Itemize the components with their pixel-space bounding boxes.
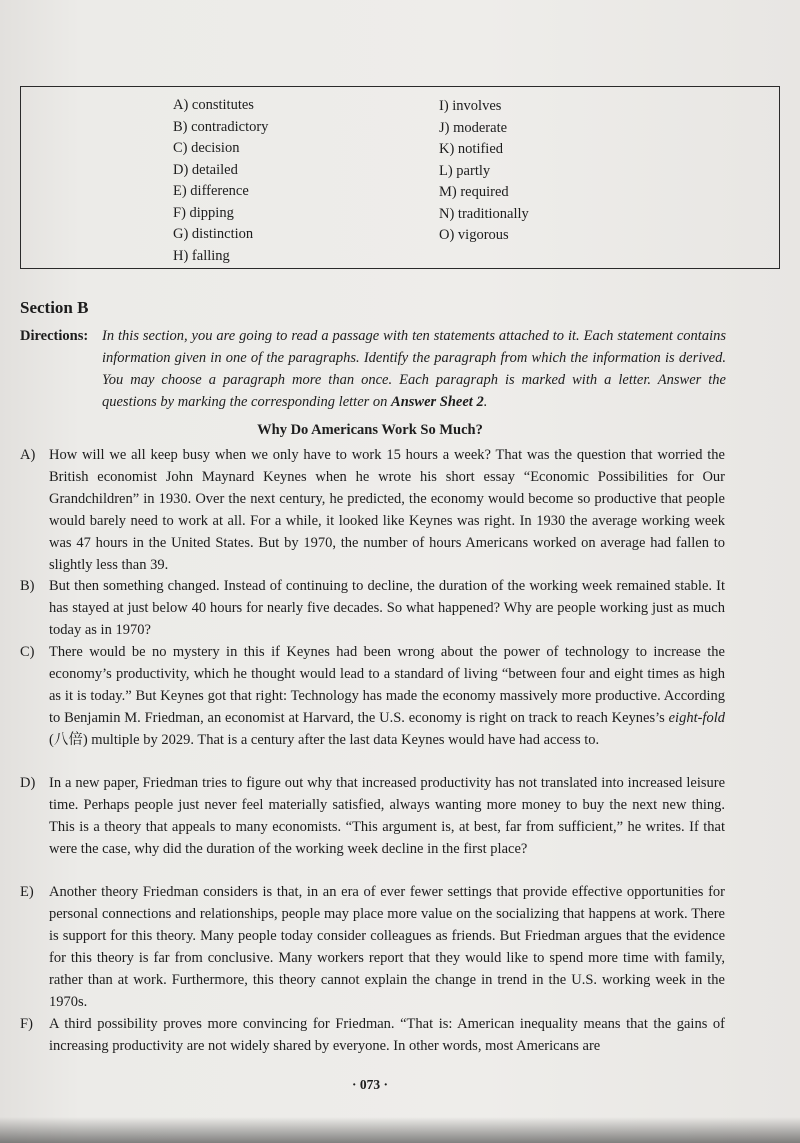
page-edge-shadow: [0, 1117, 800, 1143]
word-bank-left-column: [173, 95, 268, 267]
directions-end: .: [483, 394, 488, 410]
word-bank-right-column: [439, 96, 529, 247]
word-bank-item: K) notified: [439, 141, 504, 157]
directions-text: [102, 325, 726, 413]
paragraph-text: Another theory Friedman considers is that, in an era of ever fewer settings that provide effective opportunities for personal connections and relationships, people may place more value on the socializing that happens at work. There is support for this theory. Many people today consider colleagues as friends. But Friedman argues that the evidence for this theory is far from conclusive. Many workers report that they would like to spend more time with family, rather than at work. Furthermore, this theory cannot explain the change in trend in the U.S. working week in the 1970s.: [49, 884, 725, 1010]
word-bank-item: N) traditionally: [439, 205, 529, 222]
word-bank-item: E) difference: [173, 183, 249, 199]
paragraph-e: [20, 881, 725, 1013]
word-bank-item: G) distinction: [173, 226, 254, 242]
paragraph-f: [20, 1013, 725, 1057]
word-bank-item: J) moderate: [439, 119, 508, 136]
word-bank-item: D) detailed: [173, 161, 238, 178]
paragraph-text: A third possibility proves more convincing for Friedman. “That is: American inequality means that the gains of increasing productivity are not widely shared by everyone. In other words, most Americans are: [49, 1016, 725, 1054]
word-bank-item: F) dipping: [173, 204, 234, 221]
word-bank-item: O) vigorous: [439, 227, 509, 243]
paragraph-letter: B): [20, 578, 35, 594]
section-title: Section B: [20, 298, 89, 317]
paragraph-italic-term: eight-fold: [668, 710, 725, 726]
directions: [20, 325, 726, 413]
word-bank-item: B) contradictory: [173, 118, 269, 135]
paragraph-letter: D): [20, 775, 36, 791]
paragraph-text: How will we all keep busy when we only have to work 15 hours a week? That was the question that worried the British economist John Maynard Keynes when he wrote his short essay “Economic Possibilities for Our Grandchildren” in 1930. Over the next century, he predicted, the economy would become so productive that people would barely need to work at all. For a while, it looked like Keynes was right. In 1930 the average working week was 47 hours in the United States. But by 1970, the number of hours Americans worked on average had fallen to slightly less than 39.: [49, 447, 725, 573]
paragraph-text: But then something changed. Instead of continuing to decline, the duration of the working week remained stable. It has stayed at just below 40 hours for nearly five decades. So what happened? Why are people working just as much today as in 1970?: [49, 578, 725, 638]
word-bank-item: M) required: [439, 184, 509, 200]
paragraph-a: [20, 444, 725, 576]
passage-title: Why Do Americans Work So Much?: [257, 422, 483, 438]
directions-label: Directions:: [20, 328, 89, 344]
word-bank-item: A) constitutes: [173, 97, 254, 113]
paragraph-text-part: (八倍) multiple by 2029. That is a century after the last data Keynes would have had access to.: [49, 732, 600, 748]
word-bank-item: H) falling: [173, 247, 230, 264]
paragraph-text-part: There would be no mystery in this if Keynes had been wrong about the power of technology to increase the economy’s productivity, which he thought would lead to a standard of living “between four and eight times as high as it is today.” But Keynes got that right: Technology has made the economy massively more productive. According to Benjamin M. Friedman, an economist at Harvard, the U.S. economy is right on track to reach Keynes’s: [49, 644, 725, 726]
paragraph-letter: F): [20, 1016, 33, 1032]
paragraph-b: [20, 575, 725, 641]
word-bank-item: C) decision: [173, 140, 240, 156]
directions-body: In this section, you are going to read a passage with ten statements attached to it. Each statement contains information given in one of the paragraphs. Identify the paragraph from which the information is derived. You may choose a paragraph more than once. Each paragraph is marked with a letter. Answer the questions by marking the corresponding letter on: [102, 328, 726, 410]
page-number: · 073 ·: [351, 1077, 388, 1092]
word-bank-box: [20, 86, 780, 269]
paragraph-letter: C): [20, 644, 35, 660]
paragraph-letter: A): [20, 447, 36, 463]
answer-sheet-ref: Answer Sheet 2: [391, 394, 484, 410]
paragraph-letter: E): [20, 884, 34, 900]
paragraph-text: In a new paper, Friedman tries to figure out why that increased productivity has not translated into increased leisure time. Perhaps people just never feel materially satisfied, always wanting more money to buy the next new thing. This is a theory that appeals to many economists. “This argument is, at best, far from sufficient,” he writes. If that were the case, why did the duration of the working week decline in the first place?: [49, 775, 725, 857]
paragraph-c: [20, 641, 725, 751]
paragraph-text: [49, 641, 725, 751]
paragraph-d: [20, 772, 725, 860]
word-bank-item: I) involves: [439, 98, 502, 114]
word-bank-item: L) partly: [439, 162, 491, 179]
